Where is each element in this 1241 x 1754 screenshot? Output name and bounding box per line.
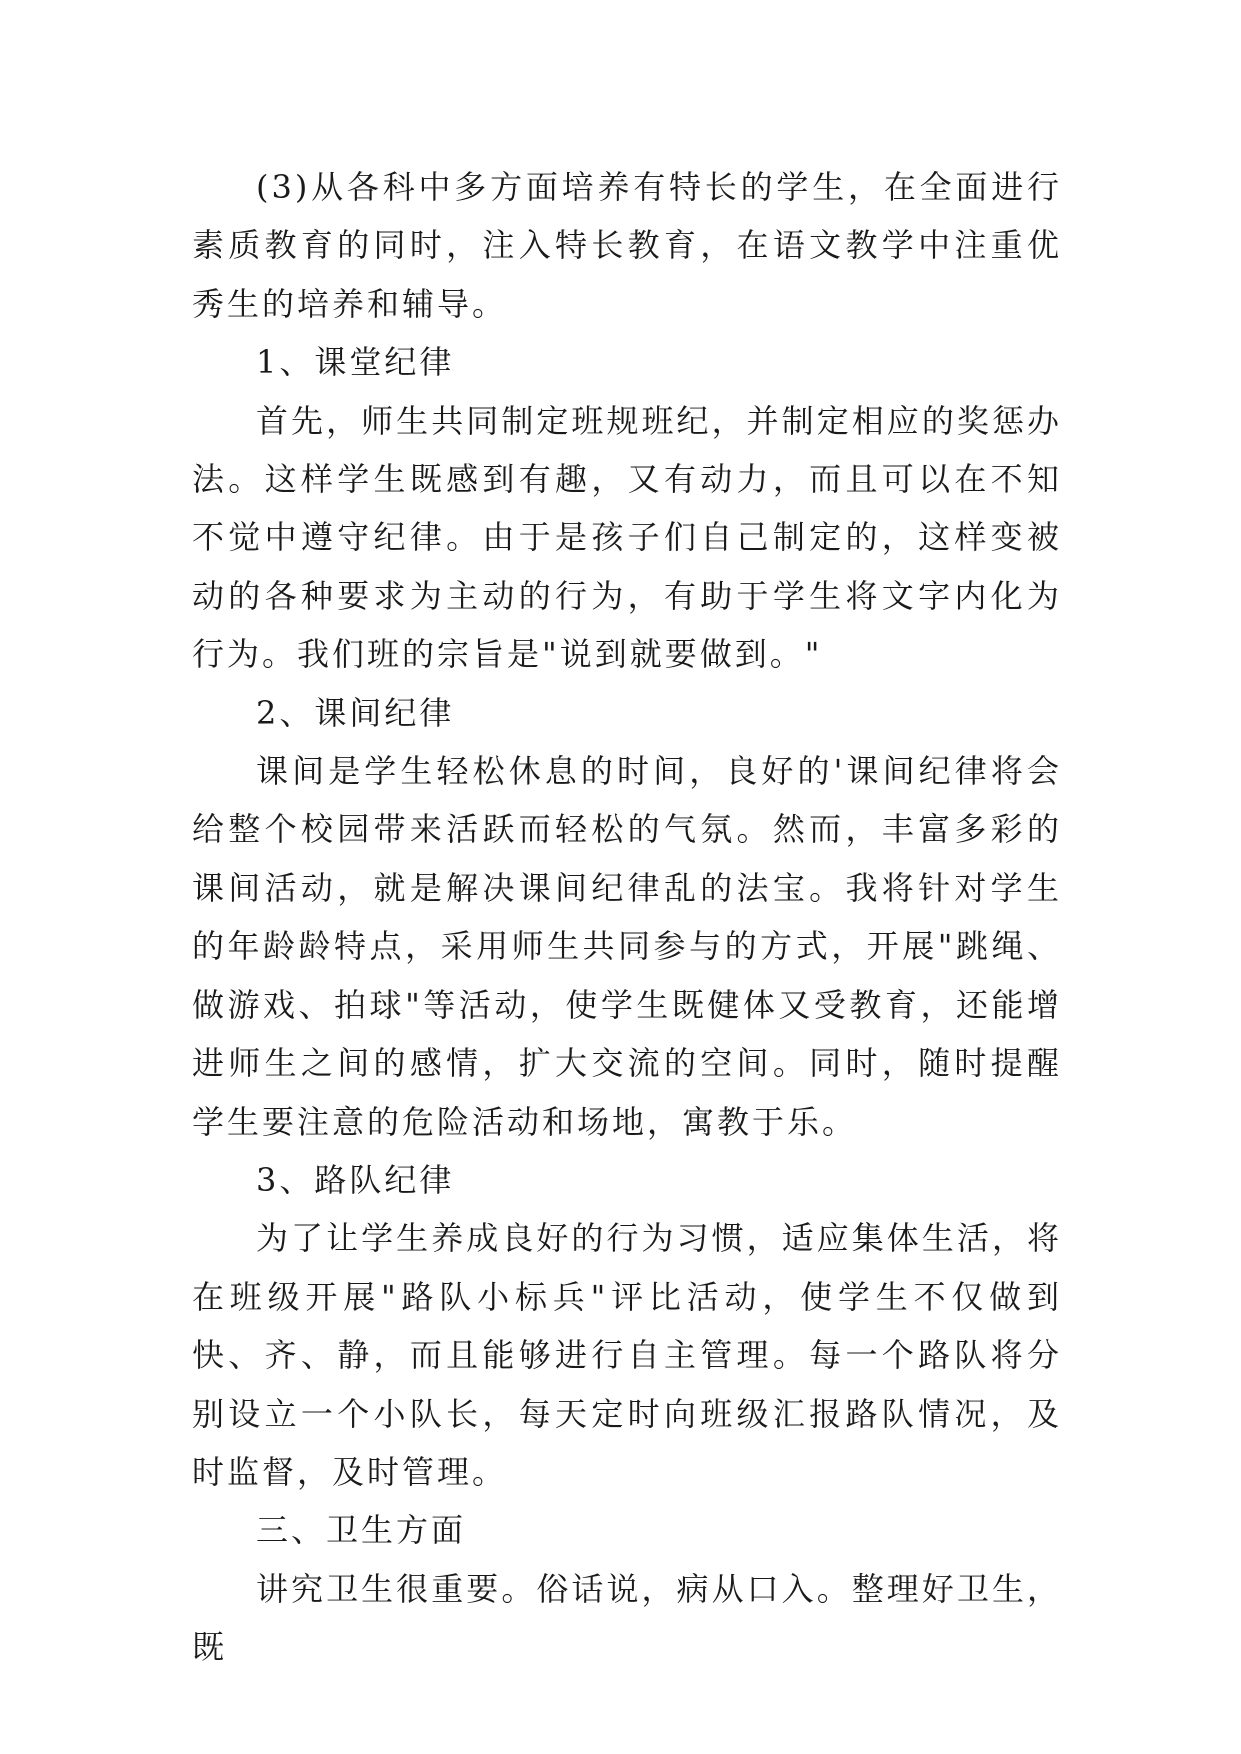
heading-hygiene: 三、卫生方面 — [256, 1511, 467, 1550]
document-body — [192, 158, 1062, 1677]
paragraph-specialty-education: (3)从各科中多方面培养有特长的学生，在全面进行素质教育的同时，注入特长教育，在语文教学中注重优秀生的培养和辅导。 — [192, 168, 1062, 323]
paragraph-classroom-discipline: 首先，师生共同制定班规班纪，并制定相应的奖惩办法。这样学生既感到有趣，又有动力，而且可以在不知不觉中遵守纪律。由于是孩子们自己制定的，这样变被动的各种要求为主动的行为，有助于学生将文字内化为行为。我们班的宗旨是"说到就要做到。" — [192, 401, 1062, 674]
heading-classroom-discipline: 1、课堂纪律 — [256, 343, 455, 382]
paragraph-break-discipline: 课间是学生轻松休息的时间，良好的'课间纪律将会给整个校园带来活跃而轻松的气氛。然而，丰富多彩的课间活动，就是解决课间纪律乱的法宝。我将针对学生的年龄龄特点，采用师生共同参与的方式，开展"跳绳、做游戏、拍球"等活动，使学生既健体又受教育，还能增进师生之间的感情，扩大交流的空间。同时，随时提醒学生要注意的危险活动和场地，寓教于乐。 — [192, 752, 1062, 1141]
paragraph-hygiene: 讲究卫生很重要。俗话说，病从口入。整理好卫生，既 — [192, 1569, 1062, 1667]
heading-queue-discipline: 3、路队纪律 — [256, 1160, 455, 1199]
paragraph-queue-discipline: 为了让学生养成良好的行为习惯，适应集体生活，将在班级开展"路队小标兵"评比活动，使学生不仅做到快、齐、静，而且能够进行自主管理。每一个路队将分别设立一个小队长，每天定时向班级汇报路队情况，及时监督，及时管理。 — [192, 1219, 1062, 1491]
heading-break-discipline: 2、课间纪律 — [256, 693, 455, 732]
